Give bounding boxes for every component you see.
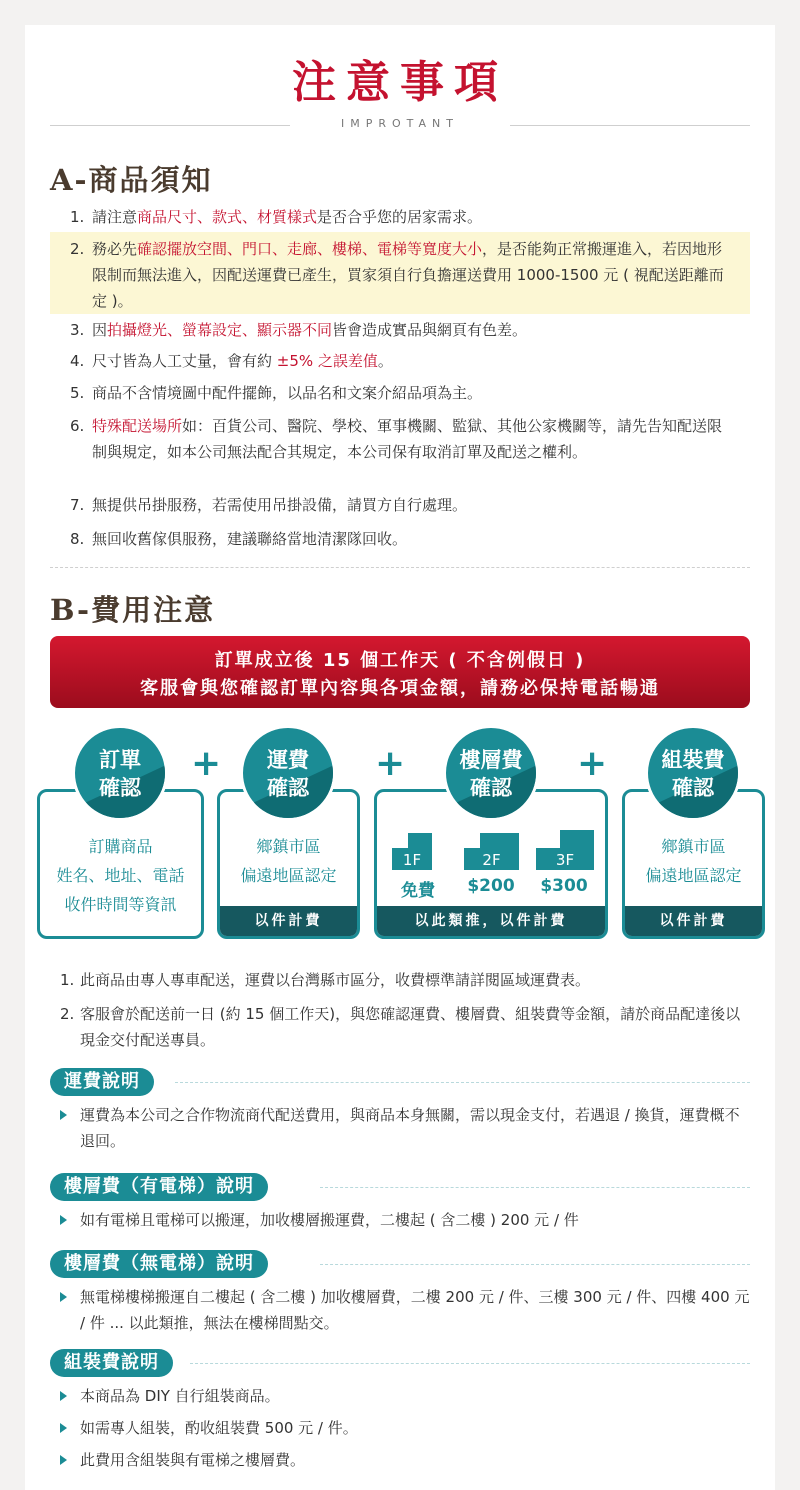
section-b-title: B-費用注意	[50, 593, 216, 627]
step-floor-footer: 以此類推，以件計費	[377, 906, 605, 936]
floor-label-2f: 2F	[482, 851, 501, 869]
floor-price-3f: $300	[540, 876, 588, 896]
order-notice-banner: 訂單成立後 15 個工作天 ( 不含例假日 ) 客服會與您確認訂單內容與各項金額，請務必保持電話暢通	[50, 636, 750, 708]
step-shipping-footer: 以件計費	[220, 906, 357, 936]
dashed-rule	[175, 1082, 750, 1083]
step-order-circle: 訂單 確認	[72, 725, 168, 821]
floor-fee-elevator-heading: 樓層費（有電梯）說明	[50, 1173, 268, 1201]
page-subtitle: IMPROTANT	[340, 117, 459, 130]
dashed-rule	[190, 1363, 750, 1364]
step-shipping-text: 鄉鎮市區 偏遠地區認定	[240, 837, 337, 885]
floor-label-3f: 3F	[555, 851, 575, 869]
page-title: 注意事項	[292, 57, 508, 108]
assembly-fee-heading: 組裝費說明	[50, 1349, 173, 1377]
plus-icon: +	[375, 743, 406, 784]
triangle-bullet-icon	[60, 1215, 67, 1225]
shipping-fee-heading: 運費說明	[50, 1068, 154, 1096]
step-order-text: 訂購商品 姓名、地址、電話 收件時間等資訊	[56, 837, 185, 914]
step-assembly-text: 鄉鎮市區 偏遠地區認定	[645, 837, 742, 885]
stair-step-1f-top	[408, 833, 432, 849]
plus-icon: +	[577, 743, 608, 784]
plus-icon: +	[191, 743, 222, 784]
triangle-bullet-icon	[60, 1455, 67, 1465]
floor-fee-stairs-heading: 樓層費（無電梯）說明	[50, 1250, 268, 1278]
triangle-bullet-icon	[60, 1391, 67, 1401]
floor-price-2f: $200	[467, 876, 515, 896]
step-assembly-footer: 以件計費	[625, 906, 762, 936]
step-floor-circle: 樓層費 確認	[443, 725, 539, 821]
step-assembly-circle: 組裝費 確認	[645, 725, 741, 821]
dashed-rule	[320, 1264, 750, 1265]
triangle-bullet-icon	[60, 1423, 67, 1433]
floor-label-1f: 1F	[402, 851, 422, 869]
stair-step-2f-top	[480, 833, 519, 849]
step-shipping-circle: 運費 確認	[240, 725, 336, 821]
floor-price-1f: 免費	[401, 881, 435, 901]
stair-step-3f-top	[560, 830, 594, 849]
triangle-bullet-icon	[60, 1292, 67, 1302]
triangle-bullet-icon	[60, 1110, 67, 1120]
section-divider	[50, 567, 750, 568]
dashed-rule	[320, 1187, 750, 1188]
section-a-title: A-商品須知	[50, 163, 213, 197]
